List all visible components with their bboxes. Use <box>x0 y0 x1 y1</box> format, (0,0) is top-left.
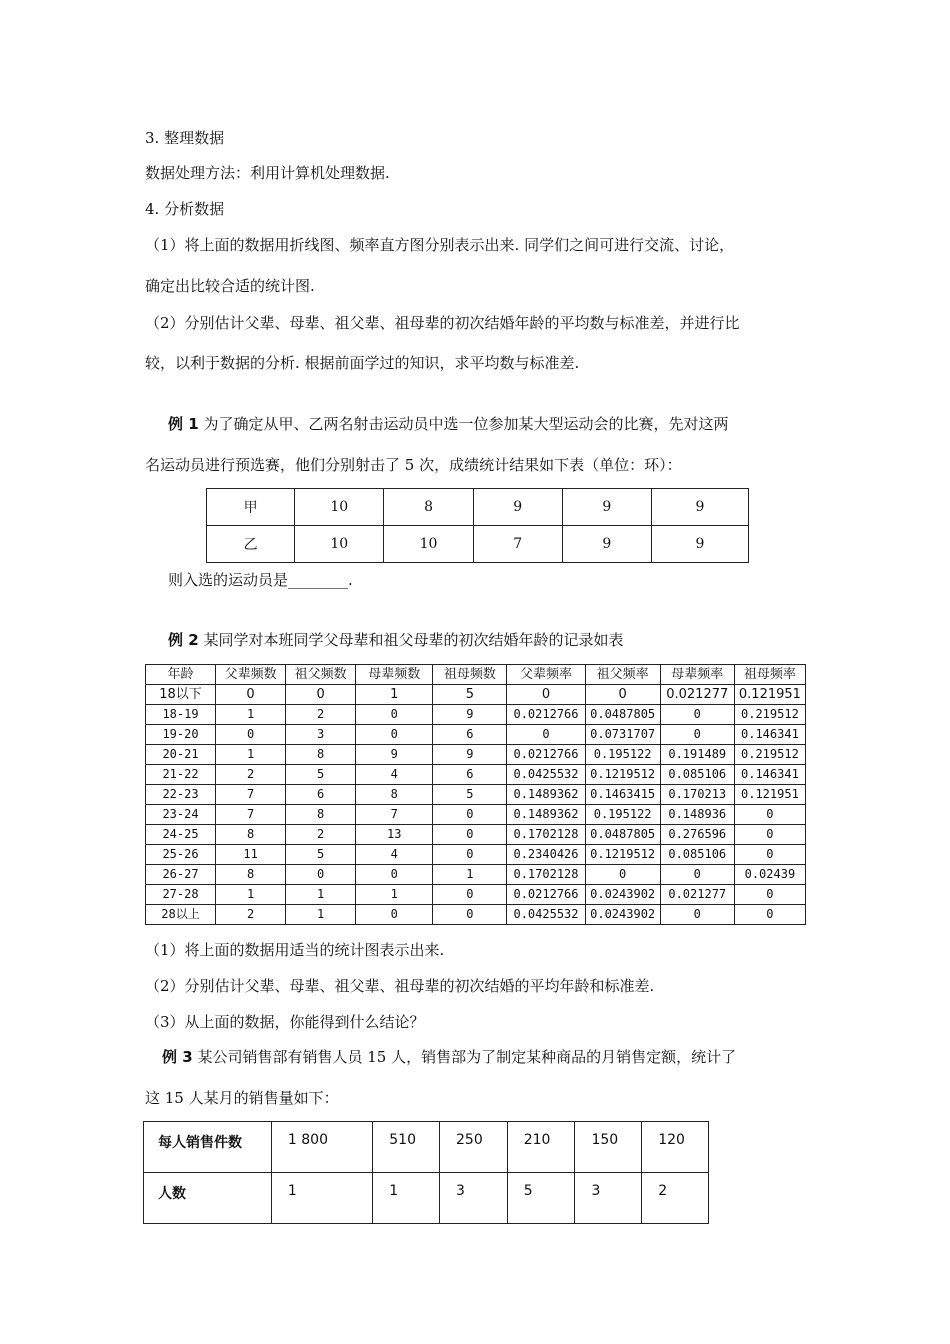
table-cell: 0.219512 <box>734 705 805 725</box>
table-header-row <box>146 665 806 685</box>
table-cell: 0.121951 <box>734 785 805 805</box>
table-cell: 20-21 <box>146 745 216 765</box>
table-cell: 9 <box>562 489 651 526</box>
example-1-table <box>206 488 749 563</box>
table-cell: 0.0243902 <box>585 905 660 925</box>
table-cell: 4 <box>356 845 433 865</box>
table-cell: 8 <box>216 825 286 845</box>
table-cell: 0.0487805 <box>585 705 660 725</box>
example-2-table <box>145 664 806 925</box>
table-cell: 250 <box>440 1122 508 1173</box>
table-cell: 0 <box>433 885 507 905</box>
example-2-q2: （2）分别估计父辈、母辈、祖父辈、祖母辈的初次结婚的平均年龄和标准差. <box>145 977 655 995</box>
table-cell: 21-22 <box>146 765 216 785</box>
table-cell: 0 <box>356 905 433 925</box>
table-cell: 7 <box>216 785 286 805</box>
section-4-item1-line2: 确定出比较合适的统计图. <box>145 277 315 295</box>
example-2-q3: （3）从上面的数据，你能得到什么结论？ <box>145 1013 425 1031</box>
table-cell: 0 <box>356 865 433 885</box>
table-cell: 0.170213 <box>660 785 734 805</box>
table-cell: 10 <box>295 489 384 526</box>
table-header-cell: 母辈频率 <box>660 665 734 685</box>
table-cell: 22-23 <box>146 785 216 805</box>
table-cell: 24-25 <box>146 825 216 845</box>
section-4-item2-line2: 较，以利于数据的分析. 根据前面学过的知识，求平均数与标准差. <box>145 354 580 372</box>
table-cell: 1 <box>271 1173 372 1224</box>
table-cell: 9 <box>562 526 651 563</box>
table-cell: 人数 <box>144 1173 272 1224</box>
table-cell: 6 <box>286 785 356 805</box>
example-2-table-body <box>146 685 806 925</box>
table-row <box>207 526 749 563</box>
example-3-table <box>143 1121 709 1224</box>
table-cell: 0.2340426 <box>507 845 585 865</box>
table-cell: 1 <box>216 885 286 905</box>
table-cell: 0.02439 <box>734 865 805 885</box>
example-2-text: 某同学对本班同学父母辈和祖父母辈的初次结婚年龄的记录如表 <box>203 631 624 649</box>
table-cell: 2 <box>642 1173 709 1224</box>
table-cell: 0.0243902 <box>585 885 660 905</box>
table-cell: 6 <box>433 765 507 785</box>
example-3-line1 <box>162 1047 736 1067</box>
example-1-line2: 名运动员进行预选赛，他们分别射击了 5 次，成绩统计结果如下表（单位：环）： <box>145 456 682 474</box>
table-header-cell: 祖母频率 <box>734 665 805 685</box>
table-cell: 2 <box>216 765 286 785</box>
table-cell: 0.1489362 <box>507 805 585 825</box>
table-cell: 9 <box>651 489 748 526</box>
table-cell: 150 <box>575 1122 642 1173</box>
table-cell: 0.1702128 <box>507 865 585 885</box>
table-cell: 0.195122 <box>585 805 660 825</box>
table-cell: 0 <box>286 865 356 885</box>
section-3-heading: 3. 整理数据 <box>145 129 225 147</box>
table-cell: 0 <box>734 905 805 925</box>
example-2-label: 例 2 <box>168 631 199 649</box>
table-header-cell: 母辈频数 <box>356 665 433 685</box>
example-3-label: 例 3 <box>162 1048 193 1066</box>
table-cell: 0.1463415 <box>585 785 660 805</box>
table-cell: 18以下 <box>146 685 216 705</box>
table-cell: 0 <box>660 865 734 885</box>
table-cell: 23-24 <box>146 805 216 825</box>
table-cell: 2 <box>216 905 286 925</box>
table-cell: 3 <box>440 1173 508 1224</box>
table-header-cell: 祖父频数 <box>286 665 356 685</box>
table-cell: 0.1219512 <box>585 765 660 785</box>
table-row <box>146 805 806 825</box>
table-cell: 5 <box>286 845 356 865</box>
table-cell: 120 <box>642 1122 709 1173</box>
table-cell: 0 <box>660 705 734 725</box>
table-cell: 0 <box>433 905 507 925</box>
table-cell: 5 <box>433 685 507 705</box>
table-cell: 0.0731707 <box>585 725 660 745</box>
table-cell: 3 <box>575 1173 642 1224</box>
table-cell: 0 <box>216 725 286 745</box>
table-cell: 9 <box>433 705 507 725</box>
table-cell: 0 <box>356 725 433 745</box>
table-header-cell: 父辈频率 <box>507 665 585 685</box>
table-cell: 0 <box>660 905 734 925</box>
table-cell: 1 <box>373 1173 440 1224</box>
table-row <box>146 785 806 805</box>
example-2-q1: （1）将上面的数据用适当的统计图表示出来. <box>145 941 445 959</box>
table-row <box>146 885 806 905</box>
table-row <box>146 865 806 885</box>
table-cell: 27-28 <box>146 885 216 905</box>
table-cell: 210 <box>507 1122 575 1173</box>
example-3-line2: 这 15 人某月的销售量如下： <box>145 1089 339 1107</box>
table-cell: 0 <box>507 725 585 745</box>
table-row <box>146 825 806 845</box>
table-cell: 0 <box>507 685 585 705</box>
table-cell: 0 <box>585 865 660 885</box>
table-row <box>146 725 806 745</box>
example-3-text: 某公司销售部有销售人员 15 人，销售部为了制定某种商品的月销售定额，统计了 <box>197 1048 737 1066</box>
table-cell: 0.021277 <box>660 685 734 705</box>
table-row <box>146 905 806 925</box>
table-cell: 0.0487805 <box>585 825 660 845</box>
table-cell: 13 <box>356 825 433 845</box>
table-cell: 0 <box>734 805 805 825</box>
table-cell: 0.146341 <box>734 725 805 745</box>
table-cell: 0.219512 <box>734 745 805 765</box>
table-cell: 9 <box>433 745 507 765</box>
table-cell: 8 <box>216 865 286 885</box>
table-header-cell: 祖母频数 <box>433 665 507 685</box>
table-cell: 1 <box>286 885 356 905</box>
table-cell: 0 <box>734 825 805 845</box>
table-cell: 1 <box>216 745 286 765</box>
table-cell: 9 <box>473 489 562 526</box>
table-cell: 0 <box>734 885 805 905</box>
section-4-heading: 4. 分析数据 <box>145 200 225 218</box>
table-cell: 0.085106 <box>660 845 734 865</box>
table-cell: 9 <box>651 526 748 563</box>
table-cell: 1 <box>216 705 286 725</box>
table-cell: 0.085106 <box>660 765 734 785</box>
table-cell: 0 <box>356 705 433 725</box>
example-1-question: 则入选的运动员是________. <box>168 571 353 589</box>
example-1-label: 例 1 <box>168 415 199 433</box>
table-cell: 5 <box>286 765 356 785</box>
table-cell: 0 <box>216 685 286 705</box>
table-cell: 7 <box>473 526 562 563</box>
example-1-text: 为了确定从甲、乙两名射击运动员中选一位参加某大型运动会的比赛，先对这两 <box>203 415 729 433</box>
table-cell: 甲 <box>207 489 295 526</box>
table-cell: 11 <box>216 845 286 865</box>
table-cell: 5 <box>507 1173 575 1224</box>
table-cell: 1 800 <box>271 1122 372 1173</box>
table-cell: 0 <box>660 725 734 745</box>
table-cell: 0.121951 <box>734 685 805 705</box>
table-header-cell: 父辈频数 <box>216 665 286 685</box>
table-cell: 0 <box>433 845 507 865</box>
table-cell: 19-20 <box>146 725 216 745</box>
table-cell: 2 <box>286 825 356 845</box>
table-cell: 0.276596 <box>660 825 734 845</box>
table-row <box>146 685 806 705</box>
table-cell: 0 <box>585 685 660 705</box>
table-cell: 8 <box>356 785 433 805</box>
table-cell: 10 <box>384 526 473 563</box>
example-2-line <box>168 630 623 650</box>
table-cell: 每人销售件数 <box>144 1122 272 1173</box>
table-cell: 0.191489 <box>660 745 734 765</box>
table-cell: 0.148936 <box>660 805 734 825</box>
table-cell: 25-26 <box>146 845 216 865</box>
table-cell: 0.195122 <box>585 745 660 765</box>
table-cell: 0.0212766 <box>507 885 585 905</box>
table-cell: 0.1219512 <box>585 845 660 865</box>
table-row <box>146 705 806 725</box>
table-cell: 乙 <box>207 526 295 563</box>
table-cell: 6 <box>433 725 507 745</box>
table-cell: 7 <box>216 805 286 825</box>
table-cell: 1 <box>356 885 433 905</box>
table-header-cell: 祖父频率 <box>585 665 660 685</box>
table-cell: 8 <box>286 805 356 825</box>
table-cell: 0.0425532 <box>507 765 585 785</box>
table-cell: 0 <box>433 825 507 845</box>
table-cell: 9 <box>356 745 433 765</box>
table-row <box>207 489 749 526</box>
table-cell: 0 <box>286 685 356 705</box>
table-cell: 0.0425532 <box>507 905 585 925</box>
table-cell: 510 <box>373 1122 440 1173</box>
table-cell: 1 <box>433 865 507 885</box>
table-cell: 7 <box>356 805 433 825</box>
table-cell: 0.0212766 <box>507 745 585 765</box>
table-cell: 0 <box>433 805 507 825</box>
table-cell: 1 <box>356 685 433 705</box>
table-cell: 0.1702128 <box>507 825 585 845</box>
table-cell: 28以上 <box>146 905 216 925</box>
table-row <box>144 1173 709 1224</box>
table-cell: 3 <box>286 725 356 745</box>
table-cell: 10 <box>295 526 384 563</box>
table-cell: 8 <box>384 489 473 526</box>
table-row <box>146 745 806 765</box>
table-cell: 1 <box>286 905 356 925</box>
table-cell: 0.146341 <box>734 765 805 785</box>
table-cell: 4 <box>356 765 433 785</box>
table-cell: 0 <box>734 845 805 865</box>
table-row <box>146 845 806 865</box>
table-cell: 26-27 <box>146 865 216 885</box>
section-4-item2-line1: （2）分别估计父辈、母辈、祖父辈、祖母辈的初次结婚年龄的平均数与标准差，并进行比 <box>145 314 740 332</box>
table-header-cell: 年龄 <box>146 665 216 685</box>
table-row <box>144 1122 709 1173</box>
table-cell: 2 <box>286 705 356 725</box>
table-cell: 0.1489362 <box>507 785 585 805</box>
table-cell: 18-19 <box>146 705 216 725</box>
table-cell: 0.0212766 <box>507 705 585 725</box>
example-1-line1 <box>168 414 728 434</box>
table-cell: 0.021277 <box>660 885 734 905</box>
table-cell: 8 <box>286 745 356 765</box>
table-cell: 5 <box>433 785 507 805</box>
table-row <box>146 765 806 785</box>
section-4-item1-line1: （1）将上面的数据用折线图、频率直方图分别表示出来. 同学们之间可进行交流、讨论， <box>145 236 735 254</box>
section-3-method: 数据处理方法：利用计算机处理数据. <box>145 164 390 182</box>
